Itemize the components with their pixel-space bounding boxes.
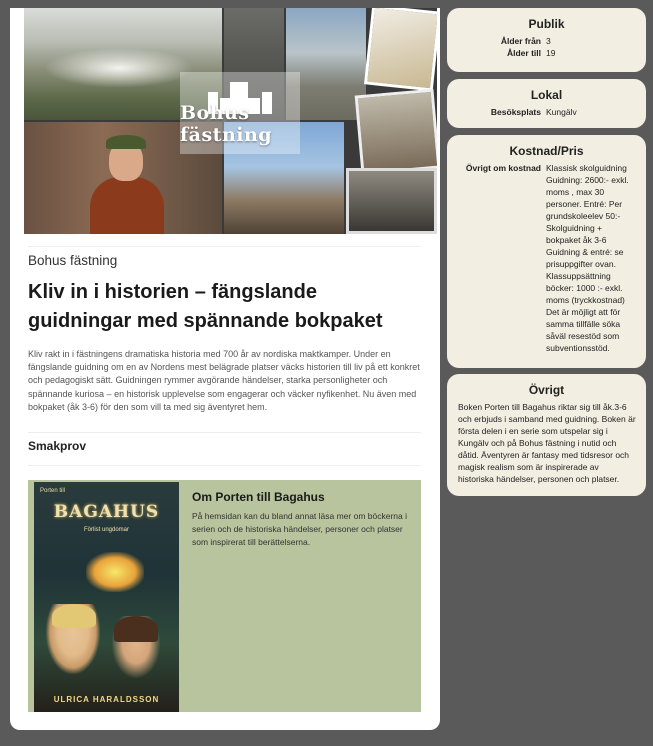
info-row bbox=[447, 162, 646, 354]
book-subtitle: Förlist ungdomar bbox=[83, 527, 130, 533]
publik-heading: Publik bbox=[528, 17, 565, 31]
section-heading-smakprov: Smakprov bbox=[28, 439, 87, 454]
girl-illustration bbox=[112, 616, 160, 678]
info-value: 3 bbox=[546, 36, 551, 46]
event-description: Kliv rakt in i fästningens dramatiska historia med 700 år av nordiska maktkamper. Under en fängslande guidning om en av Nordens mest belägrade platser väcks historien till liv på ett konkret och pedagogiskt sätt. Guidningen rymmer avgörande händelser, starka personligheter och spännande kuriosa – en historisk upplevelse som engagerar och väcker nyfikenhet. Nu även med bokpaket (åk 3-6) för den som vill ta med sig äventyret hem. bbox=[28, 349, 420, 412]
book-series: Porten till bbox=[40, 488, 66, 494]
publik-box bbox=[447, 8, 646, 72]
organizer-name: Bohus fästning bbox=[28, 246, 421, 270]
book-cover-image[interactable] bbox=[34, 482, 179, 712]
ovrigt-heading: Övrigt bbox=[528, 383, 565, 397]
info-value: Klassisk skolguidning Guidning: 2600:- exkl. moms , max 30 personer. Entré: Per grundskoleelev 50:- Skolguidning + bokpaket åk 3-6 Guidning & entré: se prisuppgifter ovan. Klassuppsättning böcker: 1000 :- exkl. moms (tryckkostnad) Det är möjligt att för samma tillfälle söka såväl resestöd som subventionsstöd. bbox=[546, 163, 629, 353]
divider bbox=[28, 432, 421, 433]
sample-card[interactable] bbox=[28, 480, 421, 712]
info-row bbox=[447, 35, 646, 47]
info-key: Övrigt om kostnad bbox=[465, 163, 541, 173]
book-title: BAGAHUS bbox=[53, 502, 160, 522]
divider bbox=[28, 465, 421, 466]
bird-illustration bbox=[86, 552, 144, 592]
ovrigt-text: Boken Porten till Bagahus riktar sig till åk.3-6 och erbjuds i samband med guidning. Boken är första delen i en serie som utspelar sig i Kungälv och på Bohus fästning i nutid och dåtid. Äventyren är fantasy med tidsresor och magisk realism som är inspirerade av historiska händelser, personen och platser. bbox=[458, 402, 636, 484]
cell-photo bbox=[346, 168, 437, 234]
info-key: Besöksplats bbox=[490, 107, 541, 117]
info-row bbox=[447, 47, 646, 59]
painting-photo bbox=[364, 8, 437, 91]
ovrigt-box bbox=[447, 374, 646, 496]
sample-text bbox=[192, 490, 412, 549]
book-author: ULRICA HARALDSSON bbox=[53, 695, 160, 704]
logo-text: Bohus fästning bbox=[180, 102, 273, 146]
info-row bbox=[447, 106, 646, 118]
kostnad-heading: Kostnad/Pris bbox=[509, 144, 584, 158]
guide-figure bbox=[84, 133, 169, 234]
event-card bbox=[10, 8, 440, 730]
info-value: 19 bbox=[546, 48, 556, 58]
info-value: Kungälv bbox=[546, 107, 577, 117]
artifact-photo bbox=[355, 89, 437, 176]
event-content bbox=[28, 246, 421, 466]
hero-collage-image bbox=[24, 8, 437, 234]
boy-illustration bbox=[46, 604, 100, 674]
sample-title[interactable]: Om Porten till Bagahus bbox=[192, 490, 325, 504]
page-title: Kliv in i historien – fängslande guidningar med spännande bokpaket bbox=[28, 281, 383, 332]
lokal-box bbox=[447, 79, 646, 128]
info-key: Ålder till bbox=[506, 48, 541, 58]
lokal-heading: Lokal bbox=[530, 88, 563, 102]
info-key: Ålder från bbox=[500, 36, 541, 46]
sample-description: På hemsidan kan du bland annat läsa mer om böckerna i serien och de historiska händelser, personer och platser som inspirerat till berättelserna. bbox=[192, 511, 407, 547]
fortress-logo bbox=[180, 72, 300, 154]
kostnad-box bbox=[447, 135, 646, 368]
